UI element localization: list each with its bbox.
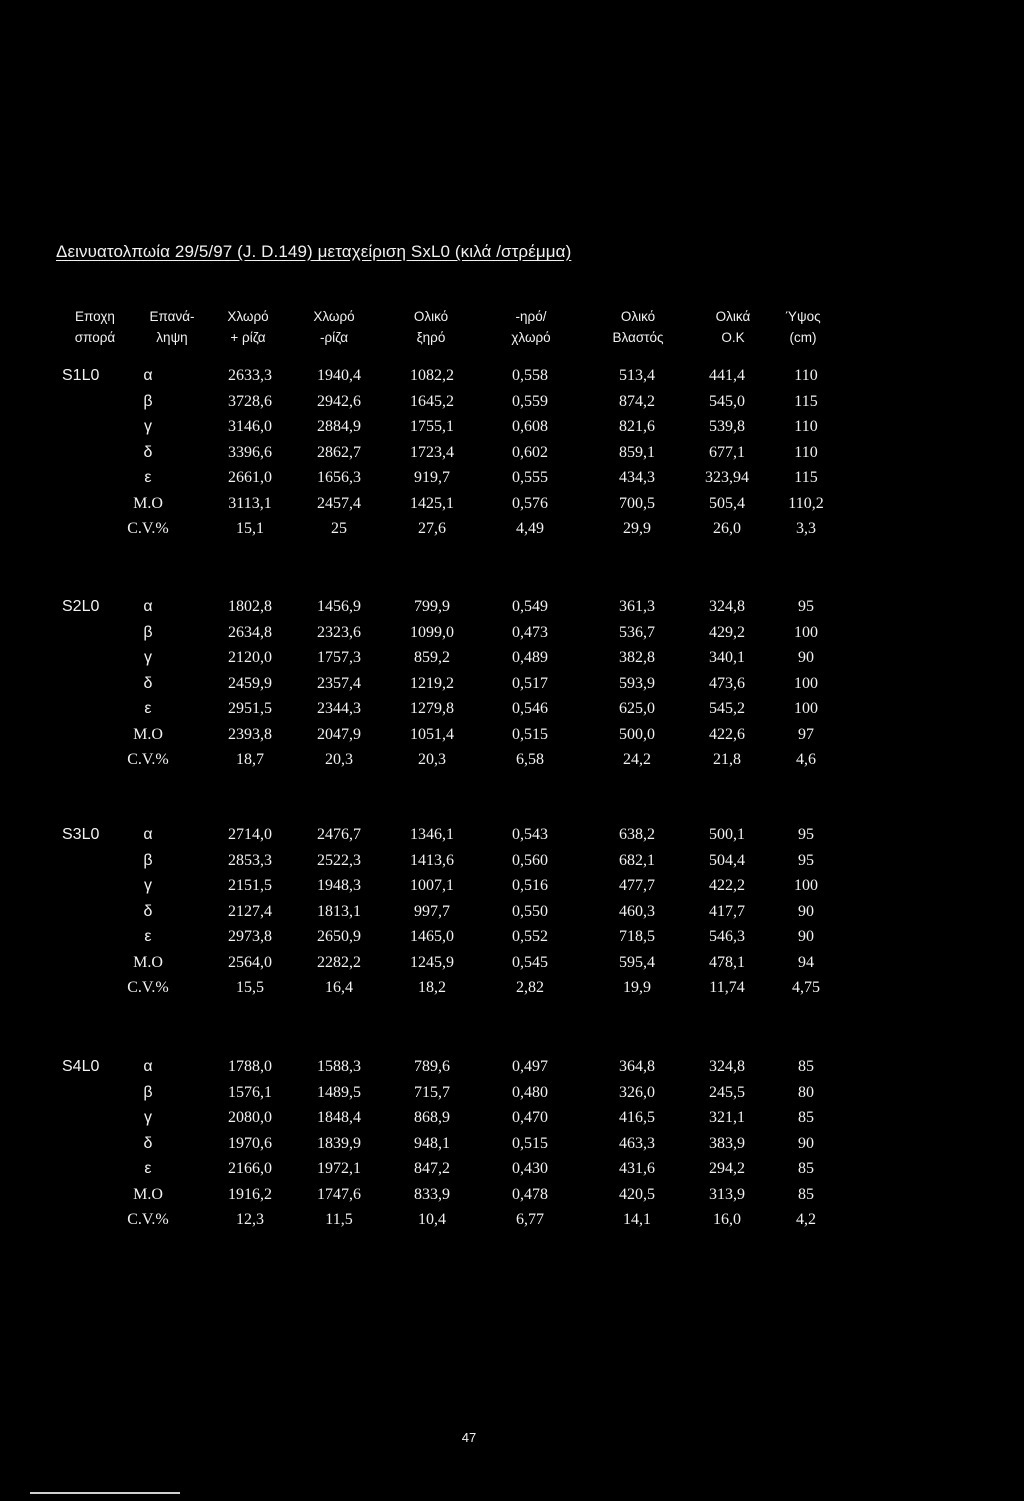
table-cell: 919,7: [414, 469, 450, 486]
row-replicate-label: α: [143, 1058, 153, 1075]
table-cell: 420,5: [619, 1185, 655, 1203]
table-cell: 0,515: [512, 725, 548, 743]
table-cell: 2080,0: [228, 1109, 272, 1126]
table-cell: 460,3: [619, 902, 655, 920]
column-header-line2: -ρίζα: [319, 330, 349, 345]
table-cell: 0,550: [512, 902, 548, 920]
table-cell: 27,6: [418, 520, 446, 537]
table-cell: 3396,6: [228, 443, 272, 461]
table-cell: 416,5: [619, 1109, 655, 1126]
table-cell: 789,6: [414, 1058, 450, 1075]
table-cell: 11,74: [709, 979, 745, 996]
table-cell: 463,3: [619, 1134, 655, 1152]
page-title: Δεινυατολπωία 29/5/97 (J. D.149) μεταχείριση SxL0 (κιλά /στρέμμα): [56, 242, 572, 261]
table-cell: 833,9: [414, 1185, 450, 1203]
table-row: [0, 389, 1024, 414]
table-cell: 361,3: [619, 598, 655, 615]
table-cell: 0,480: [512, 1083, 548, 1101]
table-cell: 431,6: [619, 1160, 655, 1177]
table-row: [0, 491, 1024, 516]
table-cell: 20,3: [325, 751, 353, 768]
column-header-line2: (cm): [789, 330, 817, 345]
table-cell: 1645,2: [410, 392, 454, 410]
table-cell: 0,559: [512, 392, 548, 410]
table-cell: 340,1: [709, 649, 745, 666]
table-cell: 110: [794, 418, 818, 435]
table-row: [0, 950, 1024, 975]
table-row: [0, 645, 1024, 670]
table-row: [0, 1131, 1024, 1156]
row-replicate-label: M.O: [133, 953, 163, 971]
table-cell: 2344,3: [317, 700, 361, 717]
table-group: [0, 363, 1024, 543]
table-cell: 1465,0: [410, 928, 454, 945]
table-cell: 536,7: [619, 623, 655, 641]
row-replicate-label: δ: [143, 1134, 153, 1152]
table-cell: 0,543: [512, 826, 548, 843]
table-cell: 422,6: [709, 725, 745, 743]
table-cell: 16,0: [713, 1211, 741, 1228]
table-cell: 2151,5: [228, 877, 272, 894]
table-cell: 1489,5: [317, 1083, 361, 1101]
table-row: [0, 414, 1024, 439]
column-header-line1: Χλωρό: [227, 309, 269, 324]
table-cell: 0,516: [512, 877, 548, 894]
column-header: [511, 306, 550, 348]
table-cell: 1425,1: [410, 494, 454, 512]
group-label: S4L0: [62, 1058, 100, 1075]
table-cell: 1839,9: [317, 1134, 361, 1152]
table-cell: 539,8: [709, 418, 745, 435]
table-cell: 513,4: [619, 367, 655, 384]
table-cell: 2714,0: [228, 826, 272, 843]
table-cell: 2853,3: [228, 851, 272, 869]
row-replicate-label: C.V.%: [127, 520, 169, 537]
table-cell: 593,9: [619, 674, 655, 692]
column-header: [227, 306, 268, 348]
table-row: [0, 696, 1024, 721]
table-cell: 1916,2: [228, 1185, 272, 1203]
group-label: S1L0: [62, 367, 100, 384]
column-header-line1: -ηρό/: [515, 309, 547, 324]
table-cell: 874,2: [619, 392, 655, 410]
table-cell: 441,4: [709, 367, 745, 384]
table-row: [0, 975, 1024, 1000]
table-cell: 16,4: [325, 979, 353, 996]
table-cell: 4,6: [796, 751, 816, 768]
table-cell: 0,549: [512, 598, 548, 615]
table-cell: 18,7: [236, 751, 264, 768]
table-cell: 477,7: [619, 877, 655, 894]
table-row: [0, 516, 1024, 541]
table-cell: 21,8: [713, 751, 741, 768]
table-cell: 1051,4: [410, 725, 454, 743]
row-replicate-label: β: [143, 1083, 153, 1101]
table-cell: 500,0: [619, 725, 655, 743]
table-cell: 10,4: [418, 1211, 446, 1228]
table-cell: 2,82: [516, 979, 544, 996]
table-cell: 1948,3: [317, 877, 361, 894]
table-cell: 1813,1: [317, 902, 361, 920]
table-row: [0, 747, 1024, 772]
table-cell: 638,2: [619, 826, 655, 843]
table-cell: 2564,0: [228, 953, 272, 971]
row-replicate-label: α: [143, 598, 153, 615]
table-cell: 1755,1: [410, 418, 454, 435]
table-cell: 245,5: [709, 1083, 745, 1101]
table-cell: 90: [798, 649, 814, 666]
table-cell: 80: [798, 1083, 814, 1101]
table-row: [0, 1182, 1024, 1207]
table-cell: 2942,6: [317, 392, 361, 410]
table-cell: 2522,3: [317, 851, 361, 869]
table-cell: 100: [794, 674, 818, 692]
table-cell: 2323,6: [317, 623, 361, 641]
row-replicate-label: γ: [144, 1109, 152, 1126]
table-cell: 95: [798, 851, 814, 869]
table-cell: 313,9: [709, 1185, 745, 1203]
row-replicate-label: M.O: [133, 1185, 163, 1203]
table-cell: 2282,2: [317, 953, 361, 971]
table-cell: 3,3: [796, 520, 816, 537]
bottom-rule: [30, 1492, 180, 1494]
table-cell: 0,478: [512, 1185, 548, 1203]
table-row: [0, 671, 1024, 696]
table-cell: 0,608: [512, 418, 548, 435]
table-cell: 505,4: [709, 494, 745, 512]
row-replicate-label: ε: [144, 469, 152, 486]
column-header-line2: σπορά: [74, 330, 116, 345]
column-header: [716, 306, 751, 348]
group-label: S3L0: [62, 826, 100, 843]
table-cell: 382,8: [619, 649, 655, 666]
table-cell: 1723,4: [410, 443, 454, 461]
column-header: [313, 306, 354, 348]
table-cell: 90: [798, 1134, 814, 1152]
column-header-line1: Χλωρό: [313, 309, 355, 324]
table-row: [0, 465, 1024, 490]
table-cell: 0,558: [512, 367, 548, 384]
table-cell: 2661,0: [228, 469, 272, 486]
column-header-line1: Ολικό: [620, 309, 656, 324]
table-cell: 2862,7: [317, 443, 361, 461]
table-cell: 2047,9: [317, 725, 361, 743]
table-cell: 29,9: [623, 520, 651, 537]
column-header: [785, 306, 820, 348]
table-cell: 2633,3: [228, 367, 272, 384]
table-cell: 12,3: [236, 1211, 264, 1228]
table-cell: 95: [798, 826, 814, 843]
table-cell: 324,8: [709, 598, 745, 615]
table-cell: 294,2: [709, 1160, 745, 1177]
table-cell: 0,555: [512, 469, 548, 486]
table-cell: 859,2: [414, 649, 450, 666]
table-cell: 2357,4: [317, 674, 361, 692]
table-cell: 1972,1: [317, 1160, 361, 1177]
row-replicate-label: γ: [144, 418, 152, 435]
row-replicate-label: β: [143, 851, 153, 869]
table-cell: 1099,0: [410, 623, 454, 641]
table-cell: 3146,0: [228, 418, 272, 435]
table-cell: 326,0: [619, 1083, 655, 1101]
table-cell: 85: [798, 1058, 814, 1075]
group-label: S2L0: [62, 598, 100, 615]
row-replicate-label: δ: [143, 902, 153, 920]
column-header-line2: Ο.Κ: [721, 330, 745, 345]
table-cell: 500,1: [709, 826, 745, 843]
table-cell: 715,7: [414, 1083, 450, 1101]
column-header: [150, 306, 195, 348]
table-cell: 859,1: [619, 443, 655, 461]
table-cell: 0,470: [512, 1109, 548, 1126]
table-cell: 2393,8: [228, 725, 272, 743]
row-replicate-label: M.O: [133, 494, 163, 512]
row-replicate-label: β: [143, 623, 153, 641]
column-header: [414, 306, 448, 348]
table-cell: 6,58: [516, 751, 544, 768]
row-replicate-label: δ: [143, 674, 153, 692]
table-cell: 434,3: [619, 469, 655, 486]
table-cell: 18,2: [418, 979, 446, 996]
table-cell: 2120,0: [228, 649, 272, 666]
table-cell: 1245,9: [410, 953, 454, 971]
table-cell: 2457,4: [317, 494, 361, 512]
table-cell: 24,2: [623, 751, 651, 768]
table-cell: 11,5: [325, 1211, 353, 1228]
table-cell: 504,4: [709, 851, 745, 869]
table-row: [0, 440, 1024, 465]
row-replicate-label: γ: [144, 649, 152, 666]
table-cell: 0,546: [512, 700, 548, 717]
table-cell: 0,602: [512, 443, 548, 461]
table-cell: 4,2: [796, 1211, 816, 1228]
table-cell: 0,552: [512, 928, 548, 945]
table-cell: 1656,3: [317, 469, 361, 486]
table-cell: 2973,8: [228, 928, 272, 945]
table-cell: 1007,1: [410, 877, 454, 894]
table-row: [0, 1207, 1024, 1232]
table-cell: 2951,5: [228, 700, 272, 717]
table-cell: 2127,4: [228, 902, 272, 920]
table-row: [0, 363, 1024, 388]
table-row: [0, 848, 1024, 873]
table-cell: 429,2: [709, 623, 745, 641]
column-header-line2: ληψη: [156, 330, 188, 345]
table-cell: 1456,9: [317, 598, 361, 615]
table-cell: 1413,6: [410, 851, 454, 869]
table-cell: 700,5: [619, 494, 655, 512]
table-cell: 1848,4: [317, 1109, 361, 1126]
table-cell: 110: [794, 367, 818, 384]
column-header-line1: Ολικά: [715, 309, 751, 324]
table-cell: 4,75: [792, 979, 820, 996]
table-cell: 100: [794, 623, 818, 641]
table-cell: 97: [798, 725, 814, 743]
table-cell: 2166,0: [228, 1160, 272, 1177]
column-header: [75, 306, 115, 348]
table-cell: 364,8: [619, 1058, 655, 1075]
table-cell: 25: [331, 520, 347, 537]
table-cell: 1219,2: [410, 674, 454, 692]
table-cell: 948,1: [414, 1134, 450, 1152]
table-cell: 1747,6: [317, 1185, 361, 1203]
table-cell: 19,9: [623, 979, 651, 996]
table-cell: 2459,9: [228, 674, 272, 692]
table-cell: 100: [794, 700, 818, 717]
table-cell: 85: [798, 1109, 814, 1126]
table-cell: 1588,3: [317, 1058, 361, 1075]
table-cell: 545,2: [709, 700, 745, 717]
table-cell: 0,497: [512, 1058, 548, 1075]
table-cell: 26,0: [713, 520, 741, 537]
row-replicate-label: C.V.%: [127, 979, 169, 996]
row-replicate-label: C.V.%: [127, 751, 169, 768]
table-cell: 868,9: [414, 1109, 450, 1126]
row-replicate-label: M.O: [133, 725, 163, 743]
table-cell: 85: [798, 1160, 814, 1177]
row-replicate-label: ε: [144, 700, 152, 717]
table-row: [0, 1080, 1024, 1105]
table-row: [0, 924, 1024, 949]
table-cell: 1970,6: [228, 1134, 272, 1152]
table-cell: 115: [794, 469, 818, 486]
table-cell: 718,5: [619, 928, 655, 945]
table-row: [0, 1105, 1024, 1130]
row-replicate-label: γ: [144, 877, 152, 894]
table-cell: 2650,9: [317, 928, 361, 945]
table-cell: 94: [798, 953, 814, 971]
column-header-line1: Ολικό: [413, 309, 449, 324]
table-cell: 85: [798, 1185, 814, 1203]
table-cell: 0,473: [512, 623, 548, 641]
table-cell: 0,560: [512, 851, 548, 869]
table-cell: 2476,7: [317, 826, 361, 843]
table-cell: 20,3: [418, 751, 446, 768]
table-cell: 546,3: [709, 928, 745, 945]
column-header-line2: ξηρό: [416, 330, 446, 345]
table-cell: 478,1: [709, 953, 745, 971]
table-cell: 682,1: [619, 851, 655, 869]
table-row: [0, 873, 1024, 898]
table-cell: 323,94: [705, 469, 749, 486]
table-cell: 95: [798, 598, 814, 615]
table-cell: 1788,0: [228, 1058, 272, 1075]
table-cell: 799,9: [414, 598, 450, 615]
table-cell: 15,5: [236, 979, 264, 996]
table-cell: 422,2: [709, 877, 745, 894]
table-cell: 677,1: [709, 443, 745, 461]
row-replicate-label: ε: [144, 1160, 152, 1177]
table-cell: 15,1: [236, 520, 264, 537]
table-cell: 110,2: [788, 494, 824, 512]
table-cell: 997,7: [414, 902, 450, 920]
column-header-line1: Ύψος: [785, 309, 821, 324]
table-cell: 473,6: [709, 674, 745, 692]
table-cell: 115: [794, 392, 818, 410]
table-cell: 0,545: [512, 953, 548, 971]
table-row: [0, 899, 1024, 924]
table-cell: 1757,3: [317, 649, 361, 666]
table-cell: 821,6: [619, 418, 655, 435]
table-group: [0, 594, 1024, 774]
table-group: [0, 822, 1024, 1002]
table-cell: 1802,8: [228, 598, 272, 615]
page-number: 47: [461, 1430, 477, 1445]
table-cell: 545,0: [709, 392, 745, 410]
table-cell: 1279,8: [410, 700, 454, 717]
table-cell: 417,7: [709, 902, 745, 920]
column-header-line2: χλωρό: [511, 330, 551, 345]
table-cell: 625,0: [619, 700, 655, 717]
row-replicate-label: α: [143, 826, 153, 843]
table-cell: 1346,1: [410, 826, 454, 843]
table-cell: 2884,9: [317, 418, 361, 435]
table-cell: 324,8: [709, 1058, 745, 1075]
table-cell: 90: [798, 928, 814, 945]
table-cell: 595,4: [619, 953, 655, 971]
table-cell: 847,2: [414, 1160, 450, 1177]
table-cell: 110: [794, 443, 818, 461]
column-header-line2: + ρίζα: [230, 330, 266, 345]
table-cell: 3113,1: [228, 494, 272, 512]
table-cell: 0,515: [512, 1134, 548, 1152]
table-cell: 1082,2: [410, 367, 454, 384]
table-cell: 0,489: [512, 649, 548, 666]
row-replicate-label: β: [143, 392, 153, 410]
table-cell: 2634,8: [228, 623, 272, 641]
column-header-line1: Εποχη: [75, 309, 115, 324]
table-row: [0, 1054, 1024, 1079]
table-row: [0, 620, 1024, 645]
table-cell: 90: [798, 902, 814, 920]
table-cell: 0,576: [512, 494, 548, 512]
row-replicate-label: C.V.%: [127, 1211, 169, 1228]
table-row: [0, 722, 1024, 747]
table-row: [0, 1156, 1024, 1181]
table-cell: 6,77: [516, 1211, 544, 1228]
row-replicate-label: α: [143, 367, 153, 384]
table-cell: 3728,6: [228, 392, 272, 410]
table-cell: 321,1: [709, 1109, 745, 1126]
table-group: [0, 1054, 1024, 1234]
table-cell: 1576,1: [228, 1083, 272, 1101]
table-cell: 14,1: [623, 1211, 651, 1228]
column-header-line2: Βλαστός: [612, 330, 664, 345]
table-cell: 0,430: [512, 1160, 548, 1177]
column-header: [612, 306, 663, 348]
table-row: [0, 594, 1024, 619]
table-row: [0, 822, 1024, 847]
table-cell: 383,9: [709, 1134, 745, 1152]
table-cell: 1940,4: [317, 367, 361, 384]
row-replicate-label: ε: [144, 928, 152, 945]
table-cell: 0,517: [512, 674, 548, 692]
column-header-line1: Επανά-: [149, 309, 195, 324]
table-cell: 100: [794, 877, 818, 894]
row-replicate-label: δ: [143, 443, 153, 461]
table-cell: 4,49: [516, 520, 544, 537]
